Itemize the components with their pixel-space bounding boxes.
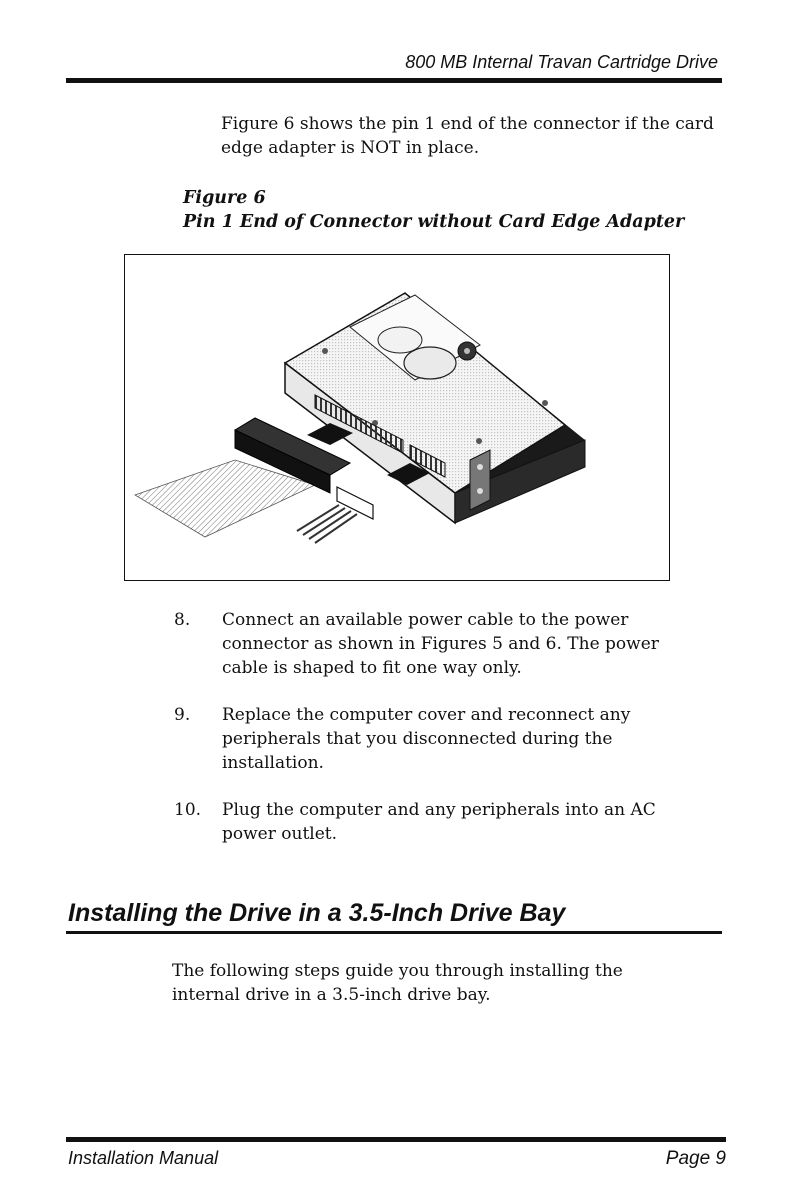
header-rule (66, 78, 722, 83)
step-text: Connect an available power cable to the power connector as shown in Figures 5 and 6. The power cable is shaped to fit one way only. (222, 610, 659, 678)
step-item (174, 703, 734, 775)
figure-number: Figure 6 (183, 188, 266, 208)
figure-caption (183, 186, 743, 234)
intro-paragraph: Figure 6 shows the pin 1 end of the connector if the card edge adapter is NOT in place. (221, 114, 714, 158)
step-text: Plug the computer and any peripherals into an AC power outlet. (222, 800, 656, 844)
step-number: 9. (174, 705, 191, 725)
page-number: Page 9 (665, 1148, 726, 1169)
section-heading: Installing the Drive in a 3.5-Inch Drive Bay (68, 899, 566, 927)
section-rule (66, 931, 722, 934)
step-list (174, 608, 734, 869)
svg-text:◦: ◦ (575, 456, 577, 462)
footer-rule (66, 1137, 726, 1142)
power-cable (297, 487, 373, 543)
step-text: Replace the computer cover and reconnect any peripherals that you disconnected during the installation. (222, 705, 631, 773)
figure-title: Pin 1 End of Connector without Card Edge Adapter (183, 212, 685, 232)
step-number: 8. (174, 610, 191, 630)
figure-6-box (124, 254, 670, 581)
footer-manual-title: Installation Manual (68, 1148, 219, 1168)
running-header: 800 MB Internal Travan Cartridge Drive (405, 52, 718, 72)
section-body: The following steps guide you through installing the internal drive in a 3.5-inch drive bay. (172, 961, 623, 1005)
step-item (174, 608, 734, 680)
drive-connector-illustration (125, 255, 669, 580)
step-item (174, 798, 734, 846)
step-number: 10. (174, 800, 202, 820)
